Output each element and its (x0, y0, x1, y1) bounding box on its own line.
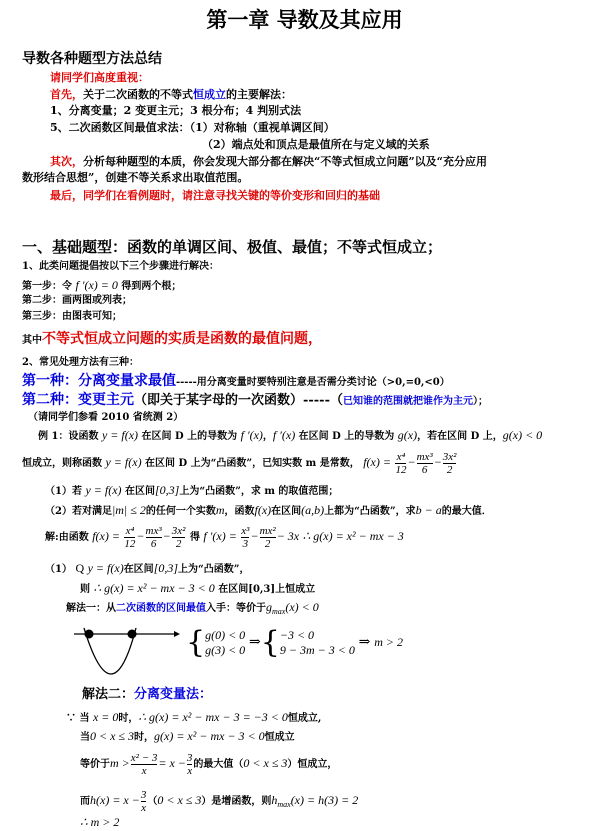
q2-m: m (215, 503, 225, 517)
frac-num: 3 (186, 752, 193, 764)
m2-label: 解法二： (82, 687, 135, 702)
first-highlight: 恒成立 (193, 88, 226, 101)
step3: 第三步：由图表可知； (22, 311, 122, 322)
q2-text5: 的最大值． (441, 506, 492, 517)
question-2 (45, 503, 492, 519)
interval-max-method: 5、二次函数区间最值求法：（1）对称轴（重视单调区间） (50, 121, 335, 134)
method-2 (22, 393, 488, 409)
b4-range: 0 < x ≤ 3 (157, 793, 202, 807)
then-text: 在区间[0,3]上恒成立 (218, 584, 316, 595)
frac-num: x⁴ (396, 451, 406, 463)
increasing-line (80, 785, 358, 820)
ex-label: 例 1：设函数 (38, 431, 99, 442)
minus-sign: − (136, 529, 145, 543)
ex-fprime: f ′(x) (240, 428, 263, 442)
section-heading: 一、基础题型：函数的单调区间、极值、最值；不等式恒成立； (22, 238, 443, 256)
example-line2 (22, 448, 457, 478)
q1-yfx: y = f(x) (85, 483, 122, 497)
b2-when: 时， (134, 732, 155, 743)
sol-fprime: f ′(x) = (203, 529, 237, 543)
b1-math: ∴ g(x) = x² − mx − 3 = −3 < 0 (138, 710, 288, 724)
reference-note: （请同学们参看 2010 省统测 2） (28, 412, 184, 423)
method-2-note: （即关于某字母的一次函数）-----（ (134, 393, 343, 408)
frac-den: 2 (260, 537, 276, 550)
b2-label: 当 (80, 732, 90, 743)
system-2 (280, 628, 355, 658)
frac-num: mx³ (145, 525, 162, 537)
inequality-system (186, 625, 404, 660)
case-x-positive (80, 729, 295, 745)
b1-end: 恒成立, (287, 713, 322, 724)
sol-tail: − 3x (276, 529, 300, 543)
sol-frac2 (146, 525, 162, 550)
then-label: 则 (80, 584, 90, 595)
method-1-note: -----用分离变量时要特别注意是否需分类讨论（>0,=0,<0） (176, 377, 450, 388)
ex-gx: g(x) (397, 428, 418, 442)
methods-list: 1、分离变量；2 变更主元；3 根分布；4 判别式法 (50, 104, 302, 117)
three-methods-intro: 2、常见处理方法有三种： (22, 357, 139, 368)
ex-comma: ， (262, 431, 273, 442)
ex-text3: ，若在区间 D 上， (417, 431, 503, 442)
ex-text2: 在区间 D 上的导数为 (298, 431, 395, 442)
endpoint-right (128, 630, 137, 639)
frac-den: x (141, 802, 147, 814)
frac-den: x (131, 764, 158, 777)
sol-get: 得 (189, 532, 200, 543)
m1-sub: max (272, 607, 286, 616)
frac-num: 3 (140, 789, 147, 801)
method-2-end: ）； (472, 396, 488, 407)
implies-arrow-2: ⇒ (358, 635, 371, 650)
fx-lhs: f(x) = (363, 455, 391, 469)
core-line (22, 332, 322, 348)
b4-text: ）是增函数，则 (201, 796, 272, 807)
frac-num: 3x² (171, 525, 186, 537)
q2-label: （2）若对满足 (45, 506, 112, 517)
b4-open: （ (147, 796, 158, 807)
frac-num: 3x² (442, 451, 457, 463)
b3-text: 的最大值（ (193, 759, 244, 770)
solution-line (45, 522, 404, 552)
sol-frac5 (260, 525, 276, 550)
frac-den: 2 (443, 463, 457, 476)
sol-fx: f(x) = (92, 529, 120, 543)
summary-heading: 导数各种题型方法总结 (22, 51, 162, 67)
frac-3x2-2 (443, 451, 457, 476)
q2-text2: ，函数 (224, 506, 255, 517)
system-1 (205, 628, 245, 658)
part1-line (45, 561, 250, 577)
p1-label: （1） (45, 564, 72, 575)
frac-den: 12 (124, 538, 136, 550)
parabola-sketch (70, 620, 180, 680)
sol-frac1 (124, 525, 135, 550)
b3-end: ）恒成立， (287, 759, 338, 770)
q1-interval: [0,3] (155, 483, 180, 497)
final-math: ∴ m > 2 (80, 815, 120, 829)
sol-gx-def: ∴ g(x) = x² − mx − 3 (302, 529, 404, 543)
ex2-text1: 恒成立，则称函数 (22, 458, 102, 469)
last-line: 最后，同学们在看例题时，请注意寻找关键的等价变形和回归的基础 (50, 189, 380, 202)
frac-den: 6 (146, 537, 162, 550)
frac-den: 6 (417, 463, 433, 476)
implies-arrow: ⇒ (249, 635, 261, 650)
brace-left: { (186, 625, 206, 660)
b3-mid: = x − (158, 756, 186, 770)
ex-yfx: y = f(x) (101, 428, 139, 442)
m1-highlight: 二次函数的区间最值 (116, 603, 206, 614)
m1-text: 入手：等价于 (206, 603, 266, 614)
question-1 (45, 483, 338, 499)
step1-end: 得到两个根； (121, 281, 182, 292)
chapter-title: 第一章 导数及其应用 (206, 7, 403, 32)
frac-num: mx³ (416, 451, 433, 463)
frac-num: x² − 3 (130, 752, 158, 764)
minus-sign: − (162, 529, 171, 543)
q2-abs-m: |m| ≤ 2 (111, 503, 146, 517)
b2-end: 恒成立 (264, 732, 295, 743)
q2-text3: 在区间 (271, 506, 302, 517)
frac-den: 3 (242, 538, 249, 550)
first-label: 首先， (50, 88, 83, 101)
b1-when: 时， (118, 713, 139, 724)
final-answer (80, 815, 119, 830)
frac-x4-12 (395, 451, 406, 476)
method-2-highlight: 已知谁的范围就把谁作为主元 (342, 396, 473, 407)
then-math: ∴ g(x) = x² − mx − 3 < 0 (93, 581, 215, 595)
b2-math: g(x) = x² − mx − 3 < 0 (154, 729, 265, 743)
ex-text1: 在区间 D 上的导数为 (141, 431, 238, 442)
m1-g: g (266, 600, 272, 614)
b3-range: 0 < x ≤ 3 (243, 756, 288, 770)
q1-label: （1）若 (45, 486, 82, 497)
method1-line (66, 600, 319, 619)
method-1-title: 第一种：分离变量求最值 (22, 373, 176, 389)
q2-text4: 上都为“凸函数”，求 (324, 506, 416, 517)
p1-q: Q (75, 561, 85, 575)
p1-interval: [0,3] (153, 561, 179, 575)
b4-label: 而 (80, 796, 90, 807)
sol-label: 解:由函数 (45, 532, 89, 543)
p1-text2: 上为“凸函数”， (178, 564, 250, 575)
q2-b-minus-a: b − a (415, 503, 442, 517)
frac-den: x (187, 765, 193, 777)
sol-frac3 (172, 525, 186, 550)
b1-label: ∵ 当 (66, 713, 90, 724)
step1 (22, 278, 181, 294)
b4-hx: h(x) = x − (90, 793, 140, 807)
frac-num: x⁴ (125, 525, 135, 537)
step1-math: f ′(x) = 0 (75, 278, 118, 292)
b3-label: 等价于 (80, 759, 110, 770)
m1-label: 解法一：从 (66, 603, 116, 614)
sys1-row2: g(3) < 0 (205, 643, 246, 657)
notice-text: 请同学们高度重视： (50, 71, 149, 84)
second-label: 其次， (50, 155, 83, 168)
first-text: 关于二次函数的不等式 (83, 88, 193, 101)
axis-arrow (174, 631, 180, 637)
example-line1 (38, 428, 542, 444)
step1-label: 第一步：令 (22, 281, 72, 292)
ex2-text2: 在区间 D 上为“凸函数”，已知实数 m 是常数， (145, 458, 360, 469)
b4-sub: max (277, 800, 291, 809)
ex-fprime-2: f ′(x) (272, 428, 296, 442)
b4-frac (141, 789, 147, 814)
second-line-cont: 数形结合思想”，创建不等关系求出取值范围。 (22, 171, 249, 184)
b4-h: h (271, 793, 278, 807)
sys2-row1: −3 < 0 (279, 628, 315, 642)
m1-end: (x) < 0 (285, 600, 319, 614)
b3-frac1 (131, 752, 158, 777)
method2-line (82, 688, 212, 702)
first-end: 的主要解法： (226, 88, 292, 101)
second-text: 分析每种题型的本质，你会发现大部分都在解决“不等式恒成立问题”以及“充分应用 (83, 155, 487, 168)
b4-res: (x) = h(3) = 2 (290, 793, 359, 807)
case-x0 (66, 710, 321, 726)
ex-gx-lt0: g(x) < 0 (502, 428, 543, 442)
method-1 (22, 374, 450, 390)
q1-text1: 在区间 (125, 486, 156, 497)
endpoint-left (85, 630, 94, 639)
frac-den: 2 (172, 537, 186, 550)
first-line (50, 88, 292, 102)
q2-text1: 的任何一个实数 (145, 506, 216, 517)
minus-sign: − (407, 455, 416, 469)
step2: 第二步：画两图或列表； (22, 295, 132, 306)
interval-max-method-2: （2）端点处和顶点是最值所在与定义域的关系 (202, 138, 430, 151)
steps-intro: 1、此类问题提倡按以下三个步骤进行解决： (22, 261, 219, 272)
core-label: 其中 (22, 335, 42, 346)
minus-sign: − (433, 455, 442, 469)
brace-left-2: { (260, 625, 280, 660)
equivalent-line (80, 748, 337, 780)
b3-frac2 (187, 752, 193, 777)
q2-fx: f(x) (254, 503, 272, 517)
ex2-yfx: y = f(x) (105, 455, 142, 469)
sys1-row1: g(0) < 0 (205, 628, 246, 642)
minus-sign: − (250, 529, 259, 543)
p1-yfx: y = f(x) (87, 561, 124, 575)
second-line (50, 155, 487, 169)
core-text: 不等式恒成立问题的实质是函数的最值问题， (42, 331, 322, 347)
result-m: m > 2 (374, 635, 404, 649)
b3-m: m > (110, 756, 130, 770)
sol-frac4 (241, 525, 249, 550)
frac-mx3-6 (417, 451, 433, 476)
q2-ab: (a,b) (301, 503, 325, 517)
frac-num: x³ (241, 525, 250, 537)
then-line (80, 581, 315, 597)
b1-x0: x = 0 (92, 710, 119, 724)
method-2-title: 第二种：变更主元 (22, 392, 134, 408)
frac-num: mx² (259, 525, 276, 537)
q1-text2: 上为“凸函数”，求 m 的取值范围； (179, 486, 339, 497)
frac-den: 12 (395, 464, 407, 476)
m2-highlight: 分离变量法： (134, 687, 213, 702)
sys2-row2: 9 − 3m − 3 < 0 (279, 643, 355, 657)
p1-text1: 在区间 (123, 564, 154, 575)
b2-range: 0 < x ≤ 3 (90, 729, 135, 743)
